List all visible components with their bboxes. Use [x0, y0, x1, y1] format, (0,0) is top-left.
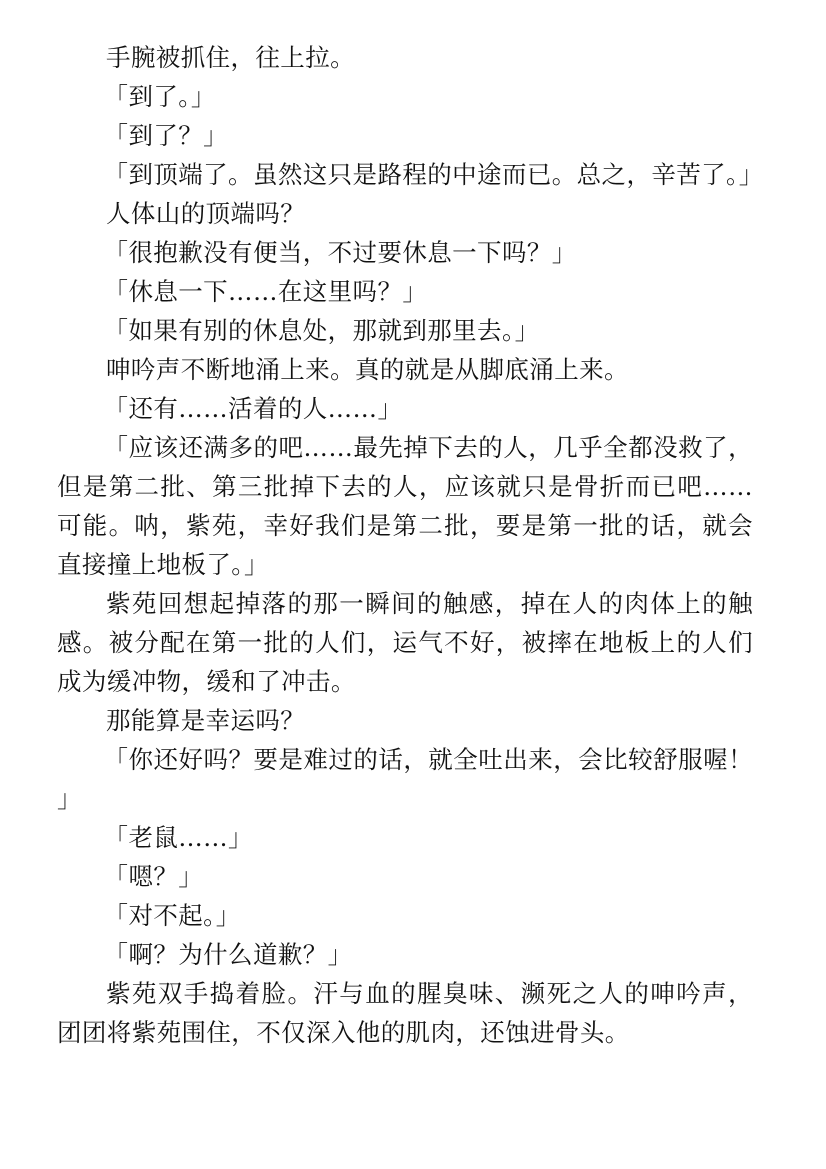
paragraph: 紫苑双手捣着脸。汗与血的腥臭味、濒死之人的呻吟声，团团将紫苑围住，不仅深入他的肌肉，还蚀进骨头。 — [57, 979, 753, 1047]
dialogue-line: 「很抱歉没有便当，不过要休息一下吗？」 — [103, 238, 577, 267]
dialogue-line: 「对不起。」 — [103, 901, 241, 930]
paragraph: 那能算是幸运吗？ — [106, 706, 306, 735]
paragraph: 紫苑回想起掉落的那一瞬间的触感，掉在人的肉体上的触感。被分配在第一批的人们，运气不好，被摔在地板上的人们成为缓冲物，缓和了冲击。 — [57, 589, 753, 696]
paragraph: 人体山的顶端吗？ — [106, 199, 306, 228]
dialogue-line: 「应该还满多的吧……最先掉下去的人，几乎全都没救了，但是第二批、第三批掉下去的人，应该就只是骨折而已吧……可能。呐，紫苑，幸好我们是第二批，要是第一批的话，就会直接撞上地板了。」 — [57, 433, 753, 579]
dialogue-line: 「到顶端了。虽然这只是路程的中途而已。总之，辛苦了。」 — [103, 160, 764, 189]
dialogue-line: 「嗯？」 — [103, 862, 204, 891]
dialogue-line: 「休息一下……在这里吗？」 — [103, 277, 428, 306]
paragraph: 呻吟声不断地涌上来。真的就是从脚底涌上来。 — [106, 355, 629, 384]
dialogue-line: 「啊？为什么道歉？」 — [103, 940, 353, 969]
dialogue-line: 「老鼠……」 — [103, 823, 253, 852]
dialogue-line: 「如果有别的休息处，那就到那里去。」 — [103, 316, 540, 345]
paragraph: 手腕被抓住，往上拉。 — [106, 43, 355, 72]
dialogue-line: 「到了？」 — [103, 121, 229, 150]
dialogue-line: 「到了。」 — [103, 82, 216, 111]
dialogue-line: 「还有……活着的人……」 — [103, 394, 403, 423]
dialogue-line: 「你还好吗？要是难过的话，就全吐出来，会比较舒服喔！」 — [57, 745, 753, 813]
document-page — [57, 38, 764, 1052]
